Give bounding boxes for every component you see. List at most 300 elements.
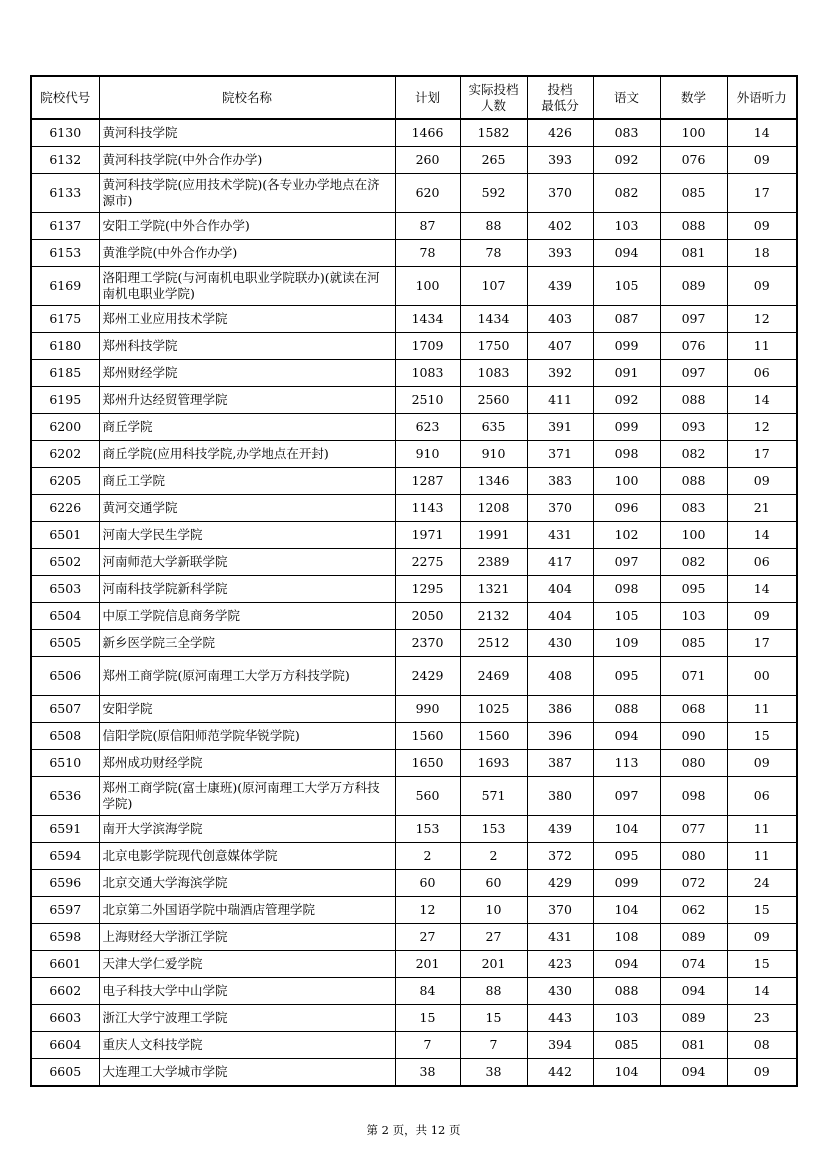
- cell-school-code: 6605: [31, 1059, 99, 1087]
- cell-math: 090: [660, 723, 727, 750]
- cell-min-score: 383: [527, 468, 593, 495]
- cell-plan: 623: [395, 414, 460, 441]
- cell-min-score: 392: [527, 360, 593, 387]
- cell-min-score: 371: [527, 441, 593, 468]
- cell-listening: 09: [727, 147, 797, 174]
- cell-listening: 09: [727, 603, 797, 630]
- cell-school-name: 新乡医学院三全学院: [99, 630, 395, 657]
- cell-min-score: 408: [527, 657, 593, 696]
- cell-listening: 15: [727, 723, 797, 750]
- cell-listening: 24: [727, 870, 797, 897]
- cell-school-code: 6507: [31, 696, 99, 723]
- table-row: [31, 1005, 797, 1032]
- table-row: [31, 843, 797, 870]
- cell-actual-count: 571: [460, 777, 527, 816]
- cell-math: 094: [660, 978, 727, 1005]
- cell-actual-count: 910: [460, 441, 527, 468]
- cell-min-score: 372: [527, 843, 593, 870]
- table-row: [31, 1032, 797, 1059]
- cell-school-name: 商丘学院: [99, 414, 395, 441]
- cell-chinese: 098: [593, 576, 660, 603]
- cell-min-score: 393: [527, 240, 593, 267]
- cell-school-name: 电子科技大学中山学院: [99, 978, 395, 1005]
- cell-actual-count: 1693: [460, 750, 527, 777]
- cell-actual-count: 1083: [460, 360, 527, 387]
- cell-plan: 60: [395, 870, 460, 897]
- cell-school-name: 安阳学院: [99, 696, 395, 723]
- cell-plan: 2: [395, 843, 460, 870]
- cell-min-score: 404: [527, 603, 593, 630]
- cell-math: 085: [660, 630, 727, 657]
- cell-listening: 09: [727, 750, 797, 777]
- cell-school-name: 黄河交通学院: [99, 495, 395, 522]
- cell-school-name: 郑州科技学院: [99, 333, 395, 360]
- cell-school-name: 商丘工学院: [99, 468, 395, 495]
- cell-actual-count: 2469: [460, 657, 527, 696]
- cell-school-name: 浙江大学宁波理工学院: [99, 1005, 395, 1032]
- cell-plan: 38: [395, 1059, 460, 1087]
- cell-actual-count: 1991: [460, 522, 527, 549]
- cell-school-name: 安阳工学院(中外合作办学): [99, 213, 395, 240]
- cell-school-code: 6205: [31, 468, 99, 495]
- cell-school-code: 6506: [31, 657, 99, 696]
- header-min-score: 投档 最低分: [527, 76, 593, 119]
- cell-school-name: 黄淮学院(中外合作办学): [99, 240, 395, 267]
- cell-chinese: 099: [593, 870, 660, 897]
- cell-actual-count: 60: [460, 870, 527, 897]
- cell-listening: 23: [727, 1005, 797, 1032]
- cell-min-score: 370: [527, 174, 593, 213]
- cell-plan: 12: [395, 897, 460, 924]
- cell-school-name: 郑州工业应用技术学院: [99, 306, 395, 333]
- cell-listening: 00: [727, 657, 797, 696]
- cell-school-code: 6133: [31, 174, 99, 213]
- cell-school-code: 6169: [31, 267, 99, 306]
- cell-school-code: 6604: [31, 1032, 99, 1059]
- cell-school-name: 北京交通大学海滨学院: [99, 870, 395, 897]
- cell-school-name: 河南科技学院新科学院: [99, 576, 395, 603]
- cell-chinese: 099: [593, 414, 660, 441]
- cell-actual-count: 2: [460, 843, 527, 870]
- cell-chinese: 095: [593, 843, 660, 870]
- cell-chinese: 091: [593, 360, 660, 387]
- header-chinese: 语文: [593, 76, 660, 119]
- cell-chinese: 092: [593, 147, 660, 174]
- cell-school-code: 6591: [31, 816, 99, 843]
- cell-chinese: 113: [593, 750, 660, 777]
- cell-school-name: 商丘学院(应用科技学院,办学地点在开封): [99, 441, 395, 468]
- cell-school-code: 6602: [31, 978, 99, 1005]
- table-row: [31, 777, 797, 816]
- cell-chinese: 102: [593, 522, 660, 549]
- cell-school-code: 6504: [31, 603, 99, 630]
- cell-min-score: 403: [527, 306, 593, 333]
- cell-actual-count: 1434: [460, 306, 527, 333]
- cell-chinese: 095: [593, 657, 660, 696]
- cell-min-score: 391: [527, 414, 593, 441]
- cell-school-code: 6503: [31, 576, 99, 603]
- cell-min-score: 394: [527, 1032, 593, 1059]
- cell-min-score: 431: [527, 924, 593, 951]
- cell-chinese: 099: [593, 333, 660, 360]
- header-math: 数学: [660, 76, 727, 119]
- cell-min-score: 429: [527, 870, 593, 897]
- table-row: [31, 549, 797, 576]
- cell-math: 095: [660, 576, 727, 603]
- cell-math: 081: [660, 1032, 727, 1059]
- header-school-name: 院校名称: [99, 76, 395, 119]
- cell-math: 088: [660, 387, 727, 414]
- cell-math: 088: [660, 213, 727, 240]
- cell-plan: 1466: [395, 119, 460, 147]
- cell-actual-count: 153: [460, 816, 527, 843]
- cell-school-name: 黄河科技学院(中外合作办学): [99, 147, 395, 174]
- cell-school-name: 南开大学滨海学院: [99, 816, 395, 843]
- cell-actual-count: 201: [460, 951, 527, 978]
- page-footer: 第 2 页，共 12 页: [366, 1123, 461, 1137]
- cell-school-code: 6195: [31, 387, 99, 414]
- table-row: [31, 387, 797, 414]
- cell-chinese: 104: [593, 816, 660, 843]
- cell-min-score: 370: [527, 897, 593, 924]
- table-row: [31, 576, 797, 603]
- cell-plan: 1287: [395, 468, 460, 495]
- cell-chinese: 105: [593, 603, 660, 630]
- table-row: [31, 603, 797, 630]
- cell-school-code: 6505: [31, 630, 99, 657]
- cell-chinese: 092: [593, 387, 660, 414]
- cell-plan: 201: [395, 951, 460, 978]
- cell-listening: 14: [727, 387, 797, 414]
- cell-listening: 11: [727, 843, 797, 870]
- cell-school-code: 6132: [31, 147, 99, 174]
- cell-listening: 08: [727, 1032, 797, 1059]
- cell-school-name: 郑州升达经贸管理学院: [99, 387, 395, 414]
- cell-actual-count: 88: [460, 978, 527, 1005]
- cell-school-name: 大连理工大学城市学院: [99, 1059, 395, 1087]
- table-row: [31, 816, 797, 843]
- cell-plan: 1709: [395, 333, 460, 360]
- cell-school-name: 中原工学院信息商务学院: [99, 603, 395, 630]
- table-row: [31, 522, 797, 549]
- cell-math: 071: [660, 657, 727, 696]
- cell-listening: 15: [727, 897, 797, 924]
- table-row: [31, 1059, 797, 1087]
- table-row: [31, 360, 797, 387]
- cell-school-name: 郑州成功财经学院: [99, 750, 395, 777]
- cell-listening: 12: [727, 414, 797, 441]
- cell-min-score: 417: [527, 549, 593, 576]
- cell-school-code: 6130: [31, 119, 99, 147]
- cell-min-score: 430: [527, 978, 593, 1005]
- cell-math: 088: [660, 468, 727, 495]
- cell-listening: 06: [727, 549, 797, 576]
- header-school-code: 院校代号: [31, 76, 99, 119]
- cell-math: 085: [660, 174, 727, 213]
- table-row: [31, 978, 797, 1005]
- cell-chinese: 097: [593, 777, 660, 816]
- cell-actual-count: 1346: [460, 468, 527, 495]
- cell-school-code: 6153: [31, 240, 99, 267]
- table-row: [31, 213, 797, 240]
- cell-plan: 2275: [395, 549, 460, 576]
- cell-actual-count: 1750: [460, 333, 527, 360]
- table-row: [31, 750, 797, 777]
- table-row: [31, 267, 797, 306]
- cell-listening: 09: [727, 1059, 797, 1087]
- cell-listening: 14: [727, 576, 797, 603]
- cell-listening: 17: [727, 441, 797, 468]
- cell-actual-count: 27: [460, 924, 527, 951]
- cell-chinese: 087: [593, 306, 660, 333]
- cell-math: 081: [660, 240, 727, 267]
- cell-actual-count: 1025: [460, 696, 527, 723]
- cell-school-name: 北京第二外国语学院中瑞酒店管理学院: [99, 897, 395, 924]
- table-row: [31, 630, 797, 657]
- cell-min-score: 386: [527, 696, 593, 723]
- cell-school-code: 6603: [31, 1005, 99, 1032]
- cell-plan: 1143: [395, 495, 460, 522]
- cell-plan: 2050: [395, 603, 460, 630]
- cell-math: 100: [660, 119, 727, 147]
- cell-math: 077: [660, 816, 727, 843]
- cell-chinese: 083: [593, 119, 660, 147]
- cell-chinese: 094: [593, 951, 660, 978]
- table-row: [31, 240, 797, 267]
- table-row: [31, 174, 797, 213]
- cell-plan: 1295: [395, 576, 460, 603]
- table-row: [31, 495, 797, 522]
- cell-min-score: 407: [527, 333, 593, 360]
- cell-math: 062: [660, 897, 727, 924]
- cell-min-score: 431: [527, 522, 593, 549]
- cell-chinese: 103: [593, 1005, 660, 1032]
- cell-listening: 09: [727, 267, 797, 306]
- cell-actual-count: 1560: [460, 723, 527, 750]
- cell-school-name: 郑州财经学院: [99, 360, 395, 387]
- table-row: [31, 468, 797, 495]
- cell-plan: 1971: [395, 522, 460, 549]
- table-row: [31, 924, 797, 951]
- cell-school-code: 6137: [31, 213, 99, 240]
- cell-school-code: 6200: [31, 414, 99, 441]
- cell-actual-count: 107: [460, 267, 527, 306]
- cell-math: 093: [660, 414, 727, 441]
- cell-actual-count: 592: [460, 174, 527, 213]
- cell-school-code: 6536: [31, 777, 99, 816]
- cell-math: 089: [660, 1005, 727, 1032]
- cell-chinese: 108: [593, 924, 660, 951]
- cell-plan: 87: [395, 213, 460, 240]
- cell-listening: 17: [727, 174, 797, 213]
- cell-school-code: 6202: [31, 441, 99, 468]
- table-row: [31, 657, 797, 696]
- cell-plan: 1560: [395, 723, 460, 750]
- cell-actual-count: 38: [460, 1059, 527, 1087]
- cell-school-name: 信阳学院(原信阳师范学院华锐学院): [99, 723, 395, 750]
- cell-min-score: 439: [527, 816, 593, 843]
- table-row: [31, 147, 797, 174]
- cell-math: 080: [660, 843, 727, 870]
- cell-plan: 1434: [395, 306, 460, 333]
- cell-chinese: 109: [593, 630, 660, 657]
- cell-min-score: 370: [527, 495, 593, 522]
- cell-school-name: 郑州工商学院(富士康班)(原河南理工大学万方科技学院): [99, 777, 395, 816]
- cell-actual-count: 265: [460, 147, 527, 174]
- cell-chinese: 094: [593, 240, 660, 267]
- cell-actual-count: 1321: [460, 576, 527, 603]
- cell-min-score: 439: [527, 267, 593, 306]
- cell-math: 097: [660, 306, 727, 333]
- cell-actual-count: 2132: [460, 603, 527, 630]
- cell-school-name: 河南师范大学新联学院: [99, 549, 395, 576]
- cell-actual-count: 2560: [460, 387, 527, 414]
- cell-plan: 7: [395, 1032, 460, 1059]
- cell-math: 068: [660, 696, 727, 723]
- cell-actual-count: 1582: [460, 119, 527, 147]
- cell-actual-count: 88: [460, 213, 527, 240]
- cell-school-name: 北京电影学院现代创意媒体学院: [99, 843, 395, 870]
- cell-math: 103: [660, 603, 727, 630]
- table-body: [31, 119, 797, 1086]
- table-row: [31, 696, 797, 723]
- cell-school-name: 郑州工商学院(原河南理工大学万方科技学院): [99, 657, 395, 696]
- cell-school-name: 重庆人文科技学院: [99, 1032, 395, 1059]
- cell-listening: 15: [727, 951, 797, 978]
- cell-min-score: 380: [527, 777, 593, 816]
- cell-plan: 1083: [395, 360, 460, 387]
- cell-chinese: 103: [593, 213, 660, 240]
- cell-plan: 27: [395, 924, 460, 951]
- table-row: [31, 333, 797, 360]
- table-row: [31, 306, 797, 333]
- cell-chinese: 085: [593, 1032, 660, 1059]
- cell-listening: 14: [727, 522, 797, 549]
- cell-school-code: 6185: [31, 360, 99, 387]
- table-row: [31, 414, 797, 441]
- cell-school-code: 6175: [31, 306, 99, 333]
- cell-plan: 1650: [395, 750, 460, 777]
- cell-plan: 260: [395, 147, 460, 174]
- cell-listening: 14: [727, 119, 797, 147]
- cell-school-name: 天津大学仁爱学院: [99, 951, 395, 978]
- cell-min-score: 423: [527, 951, 593, 978]
- cell-school-code: 6510: [31, 750, 99, 777]
- cell-school-code: 6598: [31, 924, 99, 951]
- cell-school-code: 6596: [31, 870, 99, 897]
- cell-plan: 2370: [395, 630, 460, 657]
- cell-school-name: 黄河科技学院(应用技术学院)(各专业办学地点在济源市): [99, 174, 395, 213]
- cell-actual-count: 1208: [460, 495, 527, 522]
- cell-school-code: 6597: [31, 897, 99, 924]
- cell-min-score: 443: [527, 1005, 593, 1032]
- cell-min-score: 411: [527, 387, 593, 414]
- cell-school-code: 6601: [31, 951, 99, 978]
- table-row: [31, 897, 797, 924]
- cell-plan: 2510: [395, 387, 460, 414]
- cell-chinese: 088: [593, 978, 660, 1005]
- cell-actual-count: 2389: [460, 549, 527, 576]
- cell-plan: 84: [395, 978, 460, 1005]
- header-actual-count: 实际投档 人数: [460, 76, 527, 119]
- cell-listening: 11: [727, 696, 797, 723]
- cell-math: 098: [660, 777, 727, 816]
- cell-chinese: 094: [593, 723, 660, 750]
- cell-listening: 06: [727, 777, 797, 816]
- table-row: [31, 119, 797, 147]
- cell-school-code: 6594: [31, 843, 99, 870]
- cell-math: 082: [660, 549, 727, 576]
- cell-math: 072: [660, 870, 727, 897]
- cell-listening: 12: [727, 306, 797, 333]
- cell-plan: 910: [395, 441, 460, 468]
- cell-min-score: 396: [527, 723, 593, 750]
- cell-listening: 11: [727, 333, 797, 360]
- cell-chinese: 105: [593, 267, 660, 306]
- cell-math: 094: [660, 1059, 727, 1087]
- cell-listening: 09: [727, 924, 797, 951]
- cell-plan: 153: [395, 816, 460, 843]
- cell-school-code: 6180: [31, 333, 99, 360]
- cell-chinese: 097: [593, 549, 660, 576]
- header-plan: 计划: [395, 76, 460, 119]
- cell-listening: 11: [727, 816, 797, 843]
- cell-math: 089: [660, 267, 727, 306]
- cell-math: 076: [660, 147, 727, 174]
- cell-min-score: 442: [527, 1059, 593, 1087]
- cell-listening: 17: [727, 630, 797, 657]
- cell-school-code: 6502: [31, 549, 99, 576]
- cell-listening: 21: [727, 495, 797, 522]
- cell-actual-count: 7: [460, 1032, 527, 1059]
- cell-chinese: 088: [593, 696, 660, 723]
- cell-school-name: 黄河科技学院: [99, 119, 395, 147]
- cell-chinese: 100: [593, 468, 660, 495]
- cell-plan: 100: [395, 267, 460, 306]
- cell-plan: 620: [395, 174, 460, 213]
- cell-listening: 06: [727, 360, 797, 387]
- cell-min-score: 430: [527, 630, 593, 657]
- cell-plan: 15: [395, 1005, 460, 1032]
- cell-listening: 09: [727, 468, 797, 495]
- cell-math: 083: [660, 495, 727, 522]
- cell-listening: 14: [727, 978, 797, 1005]
- cell-plan: 990: [395, 696, 460, 723]
- cell-min-score: 426: [527, 119, 593, 147]
- cell-math: 089: [660, 924, 727, 951]
- cell-listening: 09: [727, 213, 797, 240]
- table-row: [31, 951, 797, 978]
- cell-math: 097: [660, 360, 727, 387]
- cell-math: 100: [660, 522, 727, 549]
- cell-actual-count: 15: [460, 1005, 527, 1032]
- table-row: [31, 723, 797, 750]
- cell-plan: 78: [395, 240, 460, 267]
- cell-math: 080: [660, 750, 727, 777]
- cell-actual-count: 78: [460, 240, 527, 267]
- cell-school-code: 6501: [31, 522, 99, 549]
- cell-school-code: 6226: [31, 495, 99, 522]
- cell-min-score: 387: [527, 750, 593, 777]
- cell-chinese: 104: [593, 897, 660, 924]
- cell-min-score: 404: [527, 576, 593, 603]
- cell-min-score: 393: [527, 147, 593, 174]
- cell-chinese: 096: [593, 495, 660, 522]
- table-row: [31, 870, 797, 897]
- cell-school-code: 6508: [31, 723, 99, 750]
- cell-chinese: 104: [593, 1059, 660, 1087]
- cell-actual-count: 10: [460, 897, 527, 924]
